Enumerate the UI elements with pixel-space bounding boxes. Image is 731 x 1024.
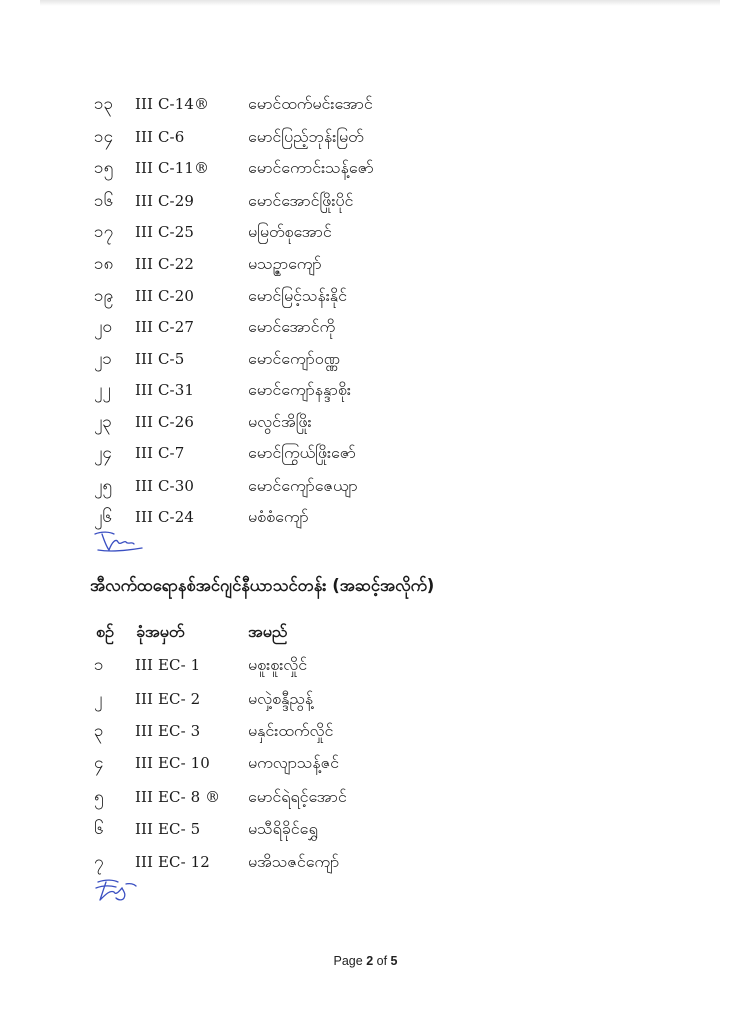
roll-number: III C-20 <box>135 287 194 305</box>
roll-number: III EC- 8 ® <box>135 788 221 806</box>
serial-number: ၅ <box>94 787 104 807</box>
serial-number: ၁၆ <box>94 191 114 211</box>
roll-number: III C-6 <box>135 128 185 146</box>
serial-number: ၁၉ <box>94 286 114 306</box>
list-item <box>0 471 731 501</box>
student-name: မလှဲ့စန္ဒီညွန့် <box>248 689 314 708</box>
student-name: မကလျာသန့်ဇင် <box>248 753 340 772</box>
serial-number: ၄ <box>94 753 104 773</box>
roll-number: III EC- 12 <box>135 853 210 871</box>
list-item <box>0 684 731 714</box>
roll-number: III EC- 5 <box>135 820 201 838</box>
footer-prefix: Page <box>333 954 367 968</box>
student-name: မမြတ်စုအောင် <box>248 222 332 241</box>
list-item <box>0 650 731 680</box>
serial-number: ၂၃ <box>94 412 112 432</box>
student-name: မစံစံကျော် <box>248 507 309 526</box>
student-name: မောင်ထက်မင်းအောင် <box>248 94 373 113</box>
list-item <box>0 375 731 405</box>
list-item <box>0 122 731 152</box>
list-item <box>0 153 731 183</box>
roll-number: III EC- 2 <box>135 690 201 708</box>
list-item <box>0 217 731 247</box>
list-item <box>0 344 731 374</box>
serial-number: ၆ <box>94 819 104 839</box>
roll-number: III EC- 3 <box>135 722 201 740</box>
student-name: မောင်မြင့်သန်းနိုင် <box>248 286 347 305</box>
student-name: မောင်ပြည့်ဘုန်းမြတ် <box>248 127 364 146</box>
roll-number: III C-14® <box>135 95 210 113</box>
roll-number: III EC- 1 <box>135 656 201 674</box>
roll-number: III C-25 <box>135 223 194 241</box>
serial-number: ၁၈ <box>94 254 114 274</box>
list-item <box>0 438 731 468</box>
student-name: မသဥ္ဇာကျော် <box>248 254 322 273</box>
column-header-roll: ခုံအမှတ် <box>136 622 185 641</box>
section-title: အီလက်ထရောနစ်အင်ဂျင်နီယာသင်တန်း (အဆင့်အလိုက်) <box>90 576 435 595</box>
serial-number: ၂၄ <box>94 443 112 463</box>
list-item <box>0 89 731 119</box>
student-name: မလွင်အိဖြိုး <box>248 412 312 431</box>
footer-middle: of <box>373 954 391 968</box>
total-pages-number: 5 <box>390 954 398 968</box>
student-name: မအိသဇင်ကျော် <box>248 852 340 871</box>
student-name: မောင်အောင်ဖြိုးပိုင် <box>248 191 354 210</box>
roll-number: III C-22 <box>135 255 194 273</box>
handwritten-signature <box>94 874 138 904</box>
serial-number: ၁၃ <box>94 94 114 114</box>
page-footer <box>0 954 731 968</box>
roll-number: III C-30 <box>135 477 194 495</box>
serial-number: ၇ <box>94 852 104 872</box>
serial-number: ၂၀ <box>94 317 112 337</box>
serial-number: ၃ <box>94 721 104 741</box>
student-name: မောင်အောင်ကို <box>248 317 336 336</box>
student-name: မောင်ကောင်းသန့်ဇော် <box>248 158 374 177</box>
serial-number: ၂၁ <box>94 349 112 369</box>
column-header-serial: စဥ် <box>96 622 114 641</box>
serial-number: ၁၅ <box>94 158 114 178</box>
roll-number: III C-11® <box>135 159 210 177</box>
student-name: မောင်ကျော်ဇေယျာ <box>248 476 358 495</box>
list-item <box>0 186 731 216</box>
list-item <box>0 814 731 844</box>
roll-number: III C-29 <box>135 192 194 210</box>
roll-number: III C-27 <box>135 318 194 336</box>
roll-number: III C-26 <box>135 413 194 431</box>
roll-number: III C-5 <box>135 350 185 368</box>
serial-number: ၁၄ <box>94 127 114 147</box>
handwritten-signature <box>92 528 148 554</box>
list-item <box>0 281 731 311</box>
scan-edge-shadow <box>40 0 720 6</box>
roll-number: III C-31 <box>135 381 194 399</box>
column-header-name: အမည် <box>248 622 288 641</box>
list-item <box>0 847 731 877</box>
serial-number: ၁ <box>94 655 104 675</box>
student-name: မောင်ကျော်ဝဏ္ဏ <box>248 349 340 368</box>
list-item <box>0 249 731 279</box>
student-name: မောင်ကြွယ်ဖြိုးဇော် <box>248 443 356 462</box>
student-name: မစူးစူးလှိုင် <box>248 655 308 674</box>
roll-number: III EC- 10 <box>135 754 210 772</box>
list-item <box>0 748 731 778</box>
serial-number: ၂ <box>94 689 103 709</box>
list-item <box>0 407 731 437</box>
list-item <box>0 716 731 746</box>
student-name: မနှင်းထက်လှိုင် <box>248 721 334 740</box>
student-name: မောင်ကျော်နန္ဒာစိုး <box>248 380 351 399</box>
serial-number: ၁၇ <box>94 222 114 242</box>
list-item <box>0 312 731 342</box>
student-name: မသီရိခိုင်ရွှေ <box>248 819 318 838</box>
current-page-number: 2 <box>366 954 374 968</box>
list-item <box>0 782 731 812</box>
serial-number: ၂၂ <box>94 380 111 400</box>
serial-number: ၂၆ <box>94 507 112 527</box>
student-name: မောင်ရဲရင့်အောင် <box>248 787 347 806</box>
roll-number: III C-7 <box>135 444 185 462</box>
serial-number: ၂၅ <box>94 476 112 496</box>
roll-number: III C-24 <box>135 508 194 526</box>
